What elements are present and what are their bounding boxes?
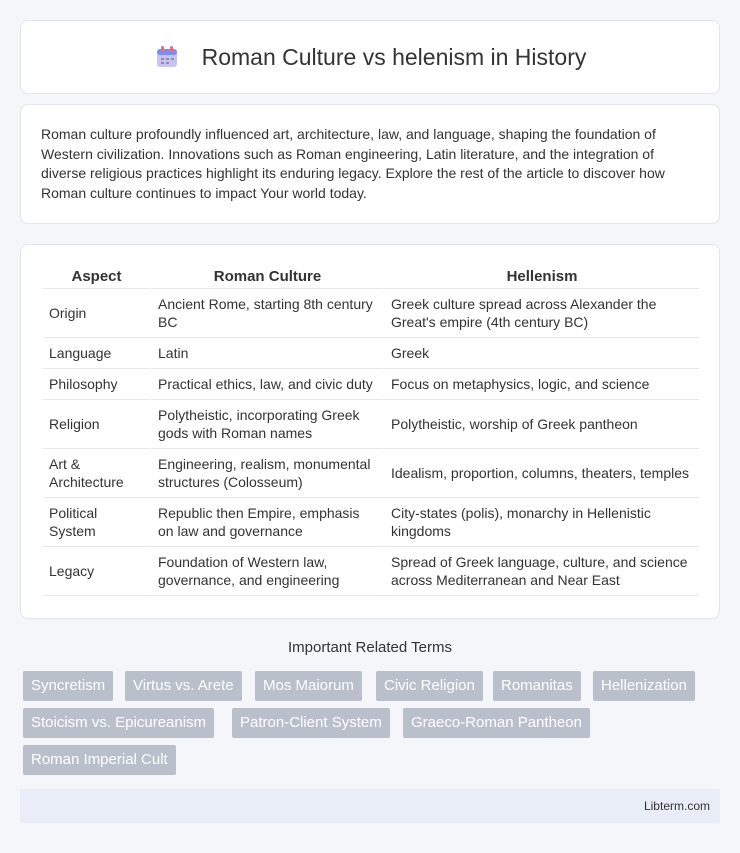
- table-cell-aspect: Philosophy: [43, 369, 150, 400]
- comparison-table: [43, 265, 699, 596]
- table-header-roman: Roman Culture: [150, 265, 383, 289]
- table-cell-roman: Practical ethics, law, and civic duty: [150, 369, 383, 400]
- table-row: [43, 289, 699, 338]
- comparison-table-card: [20, 244, 720, 619]
- table-row: [43, 547, 699, 596]
- table-cell-hellenism: Idealism, proportion, columns, theaters, temples: [383, 449, 699, 498]
- table-cell-roman: Republic then Empire, emphasis on law and governance: [150, 498, 383, 547]
- table-cell-aspect: Language: [43, 338, 150, 369]
- related-term-tag[interactable]: Romanitas: [493, 671, 581, 701]
- related-term-tag[interactable]: Graeco-Roman Pantheon: [403, 708, 590, 738]
- table-cell-aspect: Political System: [43, 498, 150, 547]
- table-cell-hellenism: Greek culture spread across Alexander the Great's empire (4th century BC): [383, 289, 699, 338]
- table-cell-hellenism: Spread of Greek language, culture, and science across Mediterranean and Near East: [383, 547, 699, 596]
- table-row: [43, 400, 699, 449]
- table-header-hellenism: Hellenism: [383, 265, 699, 289]
- table-cell-hellenism: Focus on metaphysics, logic, and science: [383, 369, 699, 400]
- related-term-tag[interactable]: Syncretism: [23, 671, 113, 701]
- table-cell-aspect: Art & Architecture: [43, 449, 150, 498]
- related-term-tag[interactable]: Hellenization: [593, 671, 695, 701]
- intro-text: Roman culture profoundly influenced art, architecture, law, and language, shaping the foundation of Western civilization. Innovations such as Roman engineering, Latin literature, and the integration of diverse religious practices highlight its enduring legacy. Explore the rest of the article to discover how Roman culture continues to impact Your world today.: [41, 126, 665, 201]
- related-term-tag[interactable]: Virtus vs. Arete: [125, 671, 242, 701]
- table-cell-hellenism: City-states (polis), monarchy in Hellenistic kingdoms: [383, 498, 699, 547]
- table-header-row: [43, 265, 699, 289]
- footer-site-link[interactable]: Libterm.com: [643, 799, 710, 813]
- calendar-icon: [154, 44, 180, 70]
- table-cell-roman: Foundation of Western law, governance, and engineering: [150, 547, 383, 596]
- header-card: [20, 20, 720, 94]
- intro-card: [20, 104, 720, 224]
- table-row: [43, 338, 699, 369]
- table-cell-aspect: Legacy: [43, 547, 150, 596]
- table-row: [43, 498, 699, 547]
- table-cell-roman: Engineering, realism, monumental structures (Colosseum): [150, 449, 383, 498]
- related-term-tag[interactable]: Stoicism vs. Epicureanism: [23, 708, 214, 738]
- related-term-tag[interactable]: Roman Imperial Cult: [23, 745, 176, 775]
- table-cell-roman: Polytheistic, incorporating Greek gods with Roman names: [150, 400, 383, 449]
- related-terms-heading: Important Related Terms: [288, 639, 452, 656]
- footer: [20, 789, 720, 823]
- table-cell-hellenism: Polytheistic, worship of Greek pantheon: [383, 400, 699, 449]
- page-title: Roman Culture vs helenism in History: [201, 43, 587, 70]
- related-term-tag[interactable]: Civic Religion: [376, 671, 483, 701]
- table-row: [43, 449, 699, 498]
- related-term-tag[interactable]: Mos Maiorum: [255, 671, 362, 701]
- table-cell-roman: Ancient Rome, starting 8th century BC: [150, 289, 383, 338]
- table-cell-aspect: Religion: [43, 400, 150, 449]
- table-cell-hellenism: Greek: [383, 338, 699, 369]
- related-term-tag[interactable]: Patron-Client System: [232, 708, 390, 738]
- table-header-aspect: Aspect: [43, 265, 150, 289]
- table-cell-roman: Latin: [150, 338, 383, 369]
- table-cell-aspect: Origin: [43, 289, 150, 338]
- table-row: [43, 369, 699, 400]
